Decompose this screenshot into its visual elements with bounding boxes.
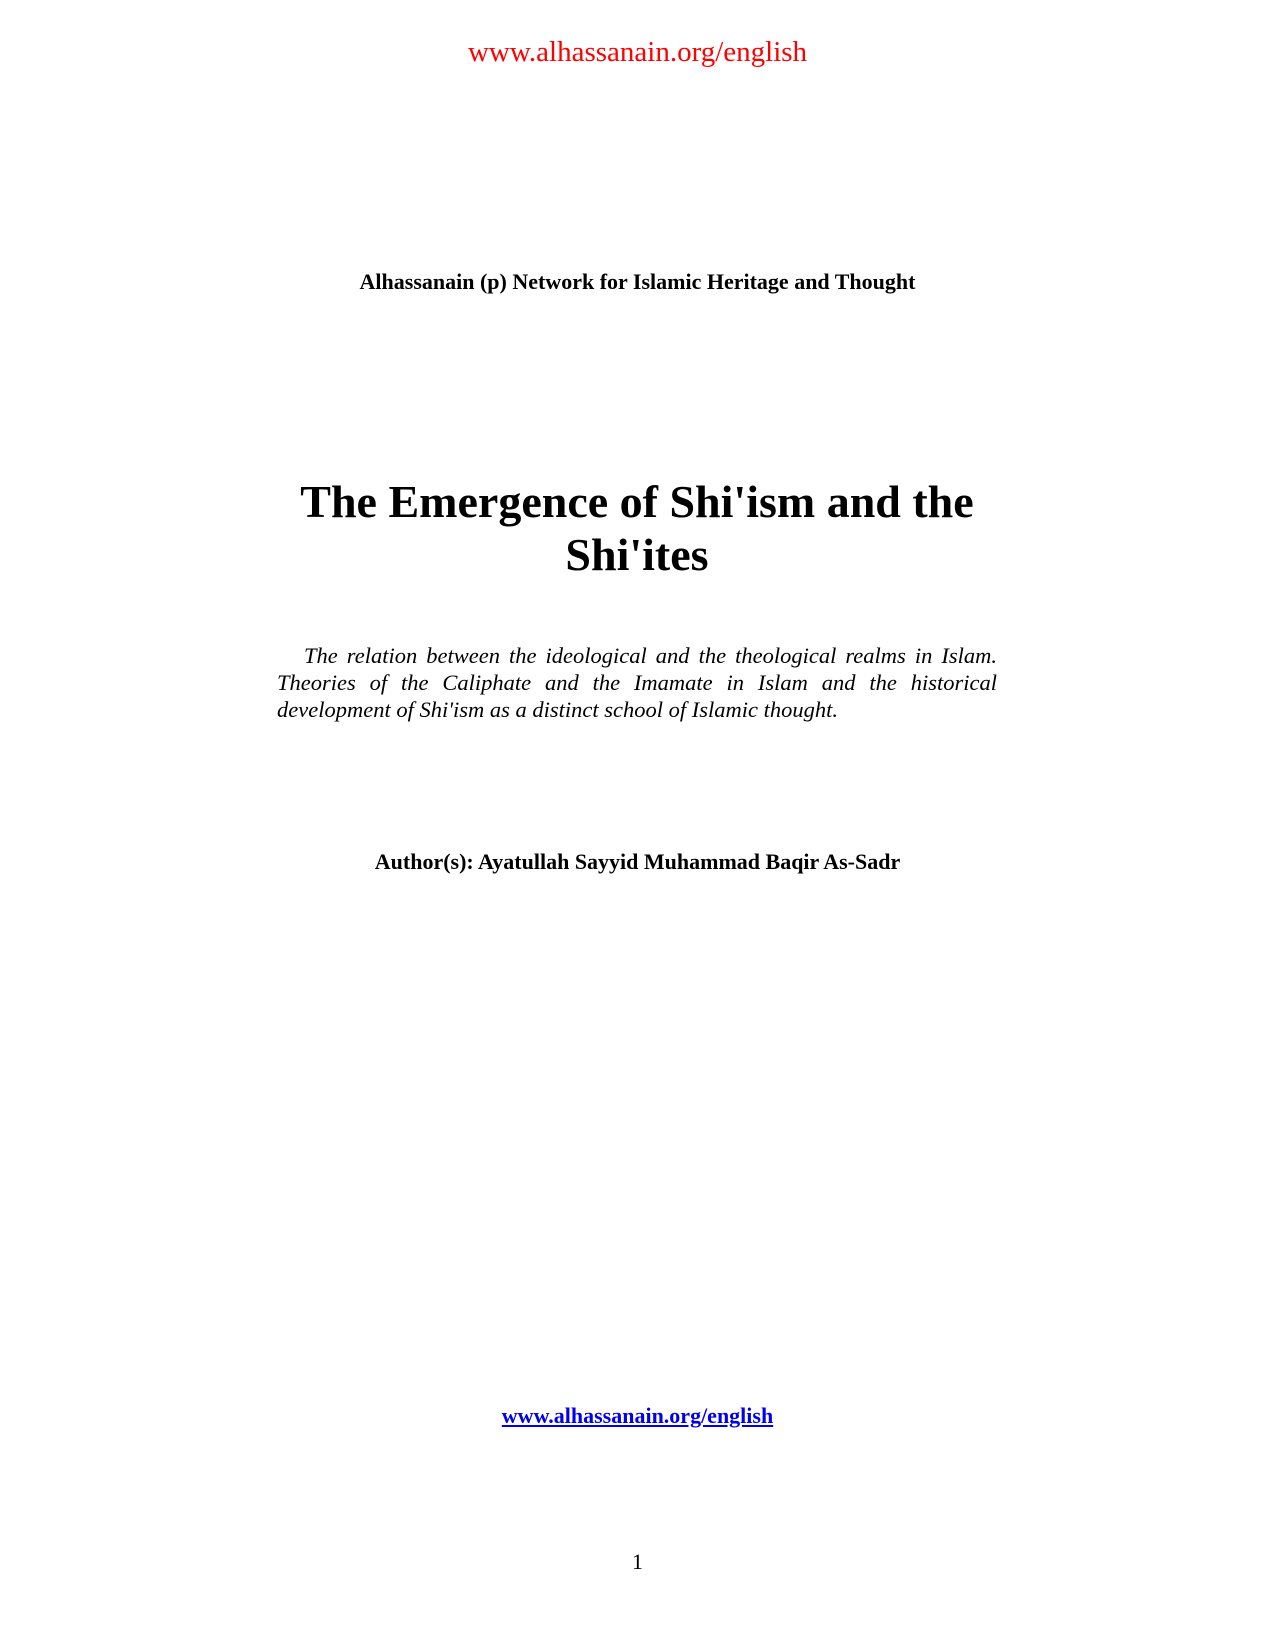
network-name: Alhassanain (p) Network for Islamic Heritage and Thought [359,269,916,294]
header-url: www.alhassanain.org/english [467,36,808,68]
document-title: The Emergence of Shi'ism and the Shi'ites [300,476,974,580]
website-link[interactable]: www.alhassanain.org/english [501,1403,774,1428]
author-line: Author(s): Ayatullah Sayyid Muhammad Baqir As-Sadr [374,849,901,874]
document-abstract: The relation between the ideological and the theological realms in Islam. Theories of the Caliphate and the Imamate in Islam and the historical development of Shi'ism as a distinct school of Islamic thought. [277,643,997,722]
page-number: 1 [632,1549,643,1574]
footer-link-container [0,1402,1275,1430]
